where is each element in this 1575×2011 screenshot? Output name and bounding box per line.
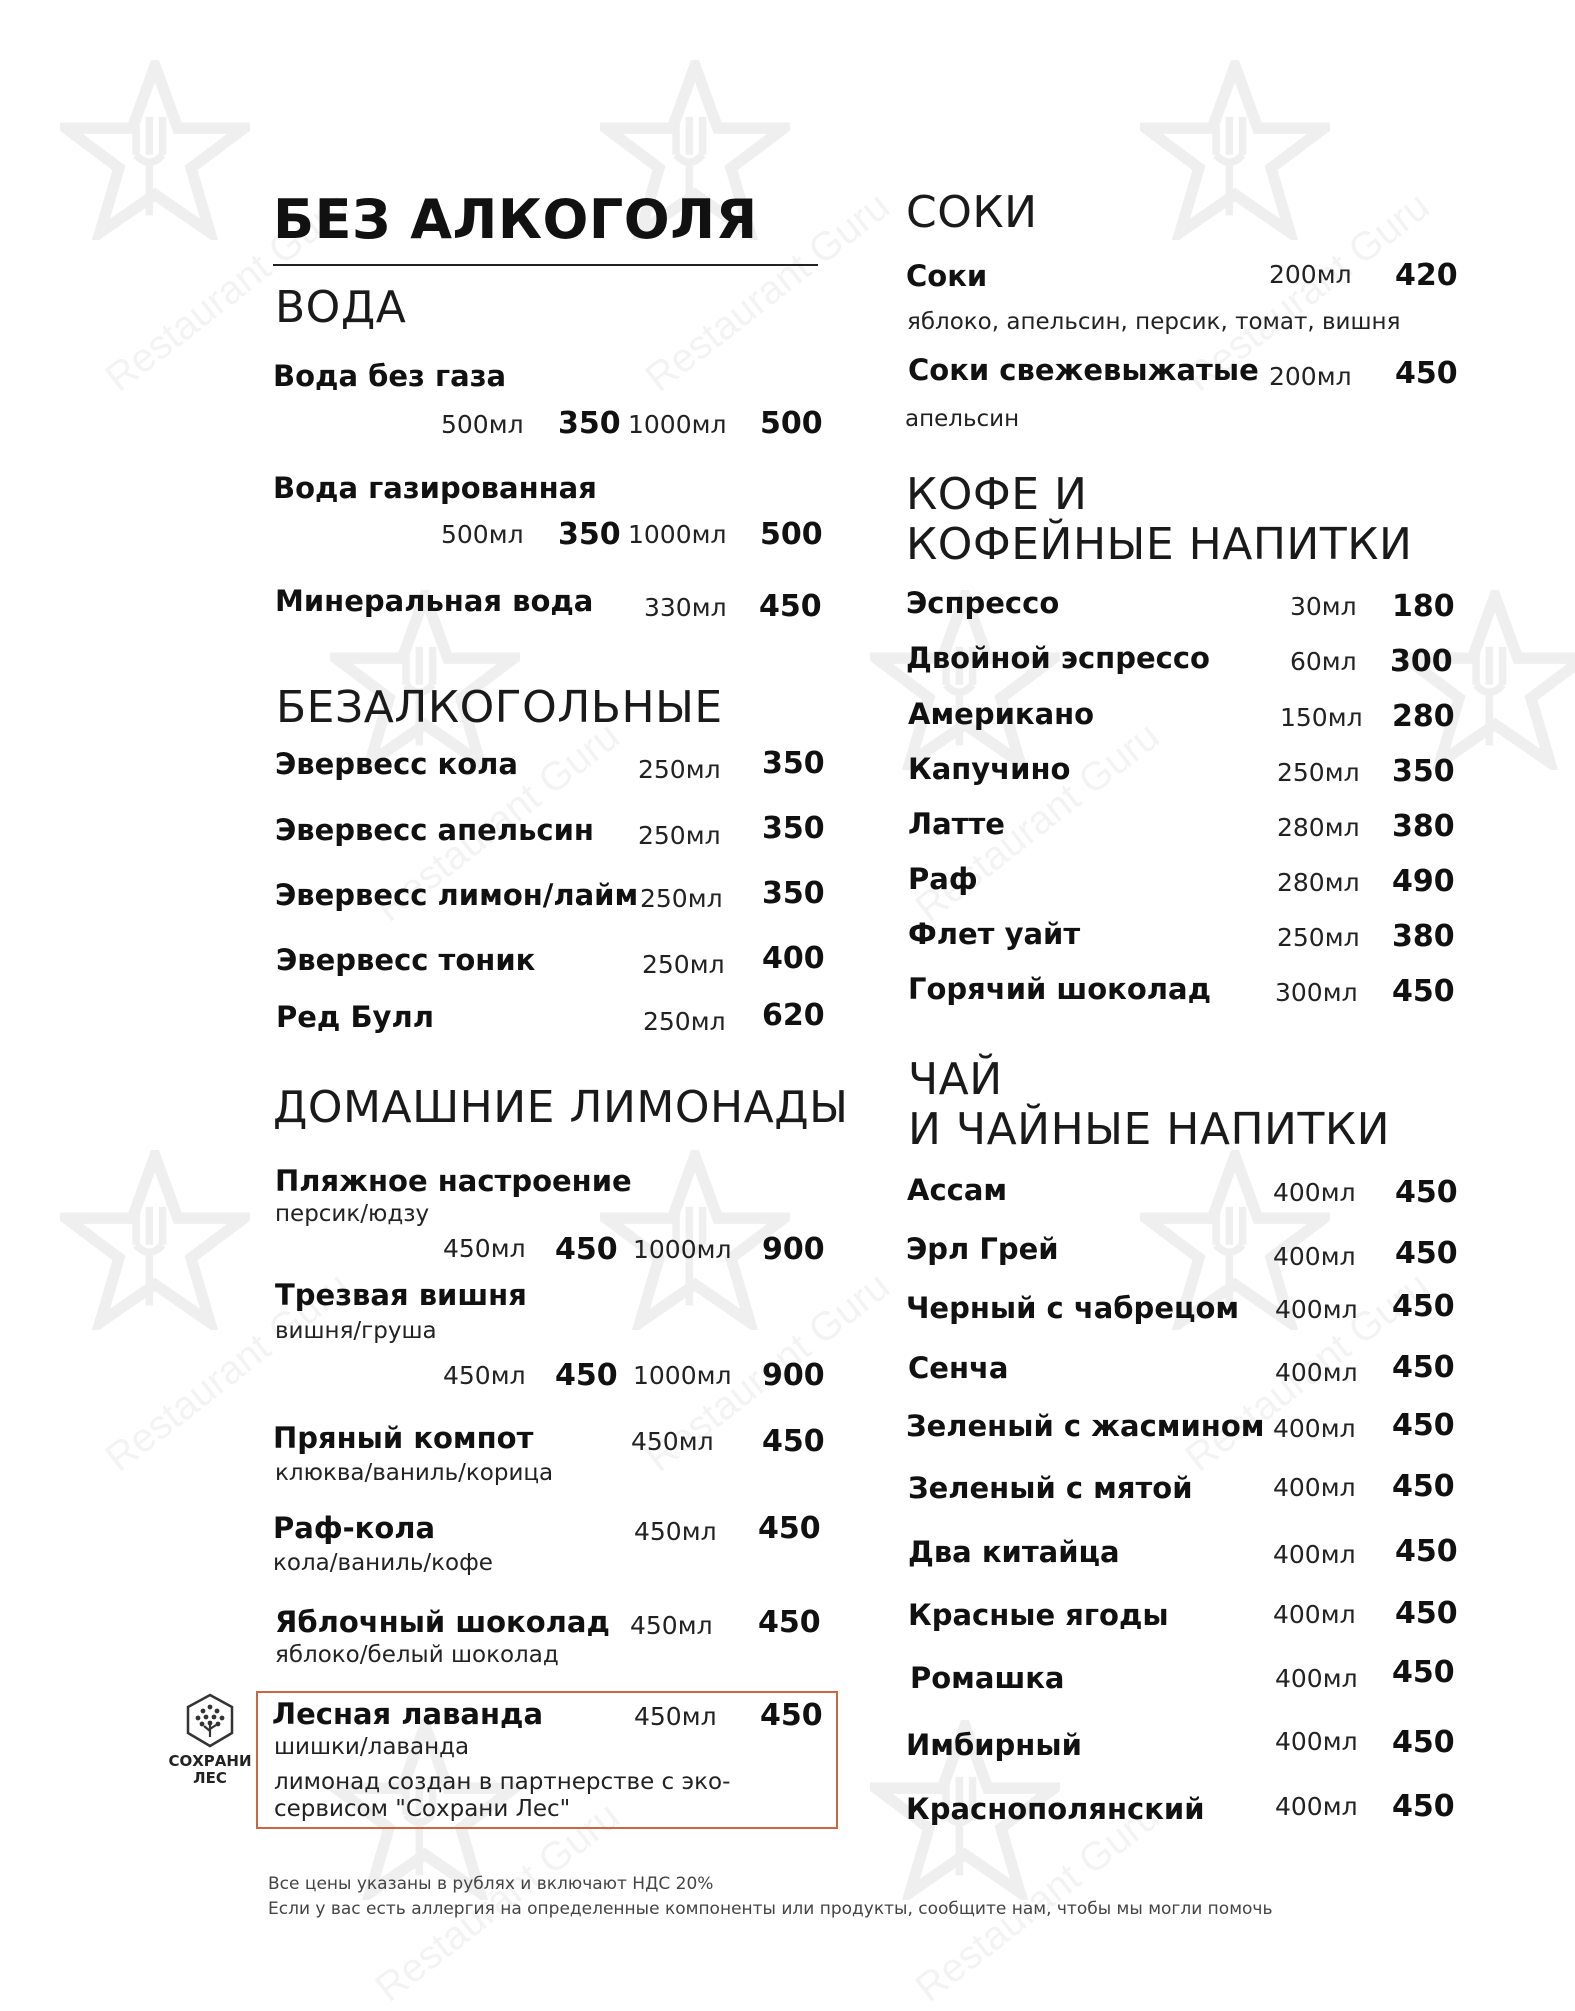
item-name: Двойной эспрессо xyxy=(906,641,1210,675)
item-name: Соки xyxy=(906,259,988,293)
item-name: Ассам xyxy=(907,1173,1008,1207)
item-volume: 400мл xyxy=(1273,1242,1356,1271)
item-price: 450 xyxy=(758,1511,821,1546)
item-price: 900 xyxy=(762,1232,825,1267)
item-price: 450 xyxy=(1392,1289,1455,1324)
item-name: Латте xyxy=(908,807,1005,841)
section-title-coffee: КОФЕ И КОФЕЙНЫЕ НАПИТКИ xyxy=(906,469,1413,570)
item-name: Пряный компот xyxy=(273,1421,534,1455)
item-volume: 280мл xyxy=(1277,868,1360,897)
item-price: 450 xyxy=(1395,356,1458,391)
item-name: Эвервесс тоник xyxy=(276,943,536,977)
item-name: Эвервесс кола xyxy=(275,747,518,781)
page-title: БЕЗ АЛКОГОЛЯ xyxy=(273,188,758,251)
item-price: 350 xyxy=(558,406,621,441)
item-volume: 60мл xyxy=(1290,647,1357,676)
item-name: Эвервесс апельсин xyxy=(275,813,594,847)
item-name: Яблочный шоколад xyxy=(275,1605,610,1639)
item-volume: 280мл xyxy=(1277,813,1360,842)
item-volume: 450мл xyxy=(443,1234,526,1263)
item-price: 350 xyxy=(762,811,825,846)
footer-allergy-note: Если у вас есть аллергия на определенные компоненты или продукты, сообщите нам, чтобы мы могли помочь xyxy=(268,1899,1273,1919)
item-name: Эспрессо xyxy=(906,586,1060,620)
section-title-lemonades: ДОМАШНИЕ ЛИМОНАДЫ xyxy=(273,1082,849,1133)
item-volume: 500мл xyxy=(441,520,524,549)
item-price: 180 xyxy=(1392,589,1455,624)
item-name: Черный с чабрецом xyxy=(906,1291,1240,1325)
item-price: 350 xyxy=(1392,754,1455,789)
item-volume: 200мл xyxy=(1269,260,1352,289)
item-name: Два китайца xyxy=(908,1535,1120,1569)
item-price: 500 xyxy=(760,517,823,552)
item-description: шишки/лаванда xyxy=(274,1734,470,1760)
item-price: 450 xyxy=(1395,1596,1458,1631)
item-name: Флет уайт xyxy=(908,917,1081,951)
item-description: персик/юдзу xyxy=(275,1201,430,1227)
item-volume: 250мл xyxy=(642,950,725,979)
item-price: 450 xyxy=(1392,974,1455,1009)
item-price: 450 xyxy=(1395,1175,1458,1210)
item-note: лимонад создан в партнерстве с эко- xyxy=(274,1769,731,1795)
item-volume: 330мл xyxy=(644,593,727,622)
section-title-soft-drinks: БЕЗАЛКОГОЛЬНЫЕ xyxy=(276,682,723,733)
item-volume: 250мл xyxy=(638,821,721,850)
item-volume: 400мл xyxy=(1273,1178,1356,1207)
item-price: 380 xyxy=(1392,919,1455,954)
item-name: Соки свежевыжатые xyxy=(908,353,1259,387)
item-price: 300 xyxy=(1390,644,1453,679)
item-volume: 150мл xyxy=(1280,703,1363,732)
item-volume: 450мл xyxy=(634,1517,717,1546)
item-name: Зеленый с жасмином xyxy=(906,1409,1265,1443)
item-volume: 400мл xyxy=(1273,1473,1356,1502)
item-name: Вода газированная xyxy=(273,471,597,505)
section-title-juices: СОКИ xyxy=(906,187,1038,238)
item-price: 450 xyxy=(1392,1655,1455,1690)
item-name: Эрл Грей xyxy=(906,1232,1059,1266)
item-price: 500 xyxy=(760,406,823,441)
item-name: Краснополянский xyxy=(906,1792,1205,1826)
item-volume: 450мл xyxy=(630,1611,713,1640)
item-name: Лесная лаванда xyxy=(272,1697,544,1731)
item-volume: 200мл xyxy=(1269,362,1352,391)
item-price: 450 xyxy=(759,589,822,624)
item-volume: 250мл xyxy=(643,1007,726,1036)
item-price: 420 xyxy=(1395,258,1458,293)
section-title-water: ВОДА xyxy=(275,282,407,333)
item-price: 620 xyxy=(762,998,825,1033)
item-name: Американо xyxy=(908,697,1095,731)
item-price: 350 xyxy=(762,876,825,911)
item-name: Имбирный xyxy=(906,1728,1082,1762)
item-price: 490 xyxy=(1392,864,1455,899)
item-price: 450 xyxy=(758,1605,821,1640)
item-volume: 250мл xyxy=(1277,758,1360,787)
item-volume: 300мл xyxy=(1275,978,1358,1007)
item-price: 450 xyxy=(760,1698,823,1733)
item-name: Ред Булл xyxy=(276,1000,434,1034)
item-name: Раф xyxy=(908,862,978,896)
item-description: яблоко/белый шоколад xyxy=(275,1642,559,1668)
tree-icon xyxy=(185,1693,235,1749)
item-price: 350 xyxy=(558,517,621,552)
item-name: Эвервесс лимон/лайм xyxy=(275,878,639,912)
item-volume: 450мл xyxy=(443,1361,526,1390)
item-volume: 1000мл xyxy=(633,1361,732,1390)
item-price: 350 xyxy=(762,746,825,781)
item-price: 450 xyxy=(762,1424,825,1459)
item-volume: 400мл xyxy=(1273,1600,1356,1629)
item-price: 900 xyxy=(762,1358,825,1393)
title-divider xyxy=(273,264,818,266)
item-price: 450 xyxy=(1392,1350,1455,1385)
item-description: кола/ваниль/кофе xyxy=(273,1550,493,1576)
save-forest-logo xyxy=(165,1693,255,1787)
item-volume: 500мл xyxy=(441,410,524,439)
item-name: Вода без газа xyxy=(273,359,507,393)
item-price: 450 xyxy=(555,1232,618,1267)
item-price: 450 xyxy=(555,1358,618,1393)
item-volume: 400мл xyxy=(1273,1414,1356,1443)
item-price: 450 xyxy=(1395,1236,1458,1271)
item-price: 450 xyxy=(1392,1469,1455,1504)
logo-text: СОХРАНИ ЛЕС xyxy=(168,1752,252,1787)
item-volume: 450мл xyxy=(634,1702,717,1731)
item-volume: 400мл xyxy=(1275,1664,1358,1693)
item-description: апельсин xyxy=(905,406,1020,432)
star-fork-watermark-icon xyxy=(1140,60,1330,240)
item-name: Раф-кола xyxy=(273,1511,436,1545)
item-volume: 450мл xyxy=(631,1427,714,1456)
item-name: Трезвая вишня xyxy=(275,1278,527,1312)
item-name: Горячий шоколад xyxy=(908,972,1211,1006)
item-volume: 400мл xyxy=(1275,1358,1358,1387)
item-name: Минеральная вода xyxy=(275,584,594,618)
item-volume: 1000мл xyxy=(633,1235,732,1264)
item-price: 450 xyxy=(1392,1408,1455,1443)
item-volume: 30мл xyxy=(1290,592,1357,621)
item-volume: 400мл xyxy=(1275,1727,1358,1756)
item-volume: 250мл xyxy=(638,755,721,784)
item-name: Сенча xyxy=(908,1351,1009,1385)
star-fork-watermark-icon xyxy=(60,1150,250,1330)
item-name: Ромашка xyxy=(910,1661,1065,1695)
item-volume: 400мл xyxy=(1275,1295,1358,1324)
item-name: Капучино xyxy=(908,752,1071,786)
item-description: яблоко, апельсин, персик, томат, вишня xyxy=(907,309,1401,335)
item-price: 450 xyxy=(1395,1534,1458,1569)
item-name: Пляжное настроение xyxy=(275,1164,632,1198)
item-note: сервисом "Сохрани Лес" xyxy=(274,1796,571,1822)
item-price: 400 xyxy=(762,941,825,976)
item-description: вишня/груша xyxy=(275,1318,437,1344)
item-price: 280 xyxy=(1392,699,1455,734)
item-price: 450 xyxy=(1392,1789,1455,1824)
item-price: 380 xyxy=(1392,809,1455,844)
section-title-tea: ЧАЙ И ЧАЙНЫЕ НАПИТКИ xyxy=(908,1054,1390,1155)
item-volume: 400мл xyxy=(1273,1540,1356,1569)
item-volume: 400мл xyxy=(1275,1792,1358,1821)
item-volume: 1000мл xyxy=(628,520,727,549)
footer-vat-note: Все цены указаны в рублях и включают НДС 20% xyxy=(268,1874,714,1894)
item-volume: 1000мл xyxy=(628,410,727,439)
item-volume: 250мл xyxy=(640,884,723,913)
star-fork-watermark-icon xyxy=(60,60,250,240)
item-price: 450 xyxy=(1392,1725,1455,1760)
item-description: клюква/ваниль/корица xyxy=(275,1460,554,1486)
item-name: Зеленый с мятой xyxy=(908,1471,1193,1505)
item-name: Красные ягоды xyxy=(908,1598,1169,1632)
item-volume: 250мл xyxy=(1277,923,1360,952)
